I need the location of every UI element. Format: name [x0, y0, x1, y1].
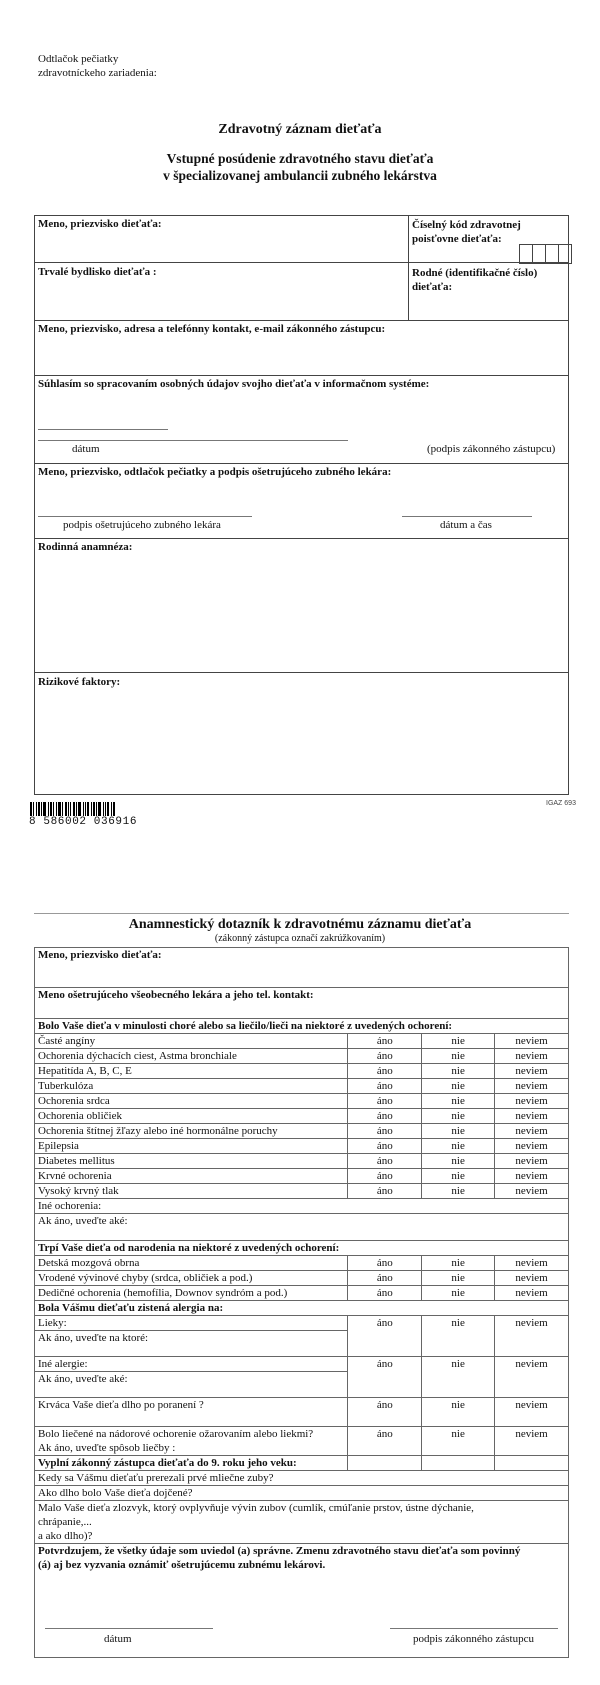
answer-yes[interactable]: áno	[348, 1271, 422, 1286]
q-signature-label: podpis zákonného zástupcu	[413, 1633, 534, 1645]
answer-unknown[interactable]: neviem	[495, 1094, 569, 1109]
answer-yes[interactable]: áno	[348, 1316, 422, 1357]
code-cell[interactable]	[519, 245, 532, 263]
q-signature-line[interactable]	[390, 1628, 558, 1629]
q-child-name[interactable]: Meno, priezvisko dieťaťa:	[35, 948, 569, 988]
illness-label: Diabetes mellitus	[35, 1154, 348, 1169]
answer-unknown[interactable]: neviem	[495, 1139, 569, 1154]
date-time-line[interactable]	[402, 516, 532, 517]
answer-yes[interactable]: áno	[348, 1398, 422, 1427]
divider	[34, 538, 569, 539]
questionnaire-grid	[34, 947, 569, 1658]
answer-unknown[interactable]: neviem	[495, 1169, 569, 1184]
breastfed[interactable]: Ako dlho bolo Vaše dieťa dojčené?	[35, 1486, 569, 1501]
form-code: IGAZ 693	[546, 800, 576, 807]
confirm-line1: Potvrdzujem, že všetky údaje som uviedol (a) správne. Zmenu zdravotného stavu dieťaťa som povinný	[38, 1545, 521, 1557]
first-teeth[interactable]: Kedy sa Vášmu dieťaťu prerezali prvé mliečne zuby?	[35, 1471, 569, 1486]
answer-no[interactable]: nie	[422, 1316, 495, 1357]
birth-number-label	[412, 266, 537, 294]
signature-line[interactable]	[38, 440, 348, 441]
date-time-label: dátum a čas	[440, 519, 492, 531]
answer-yes[interactable]: áno	[348, 1256, 422, 1271]
bleeding-label: Krváca Vaše dieťa dlho po poranení ?	[35, 1398, 348, 1427]
illness-label: Ochorenia dýchacích ciest, Astma bronchiale	[35, 1049, 348, 1064]
divider	[34, 463, 569, 464]
answer-yes[interactable]: áno	[348, 1049, 422, 1064]
illness-row	[35, 1094, 569, 1109]
illness-label: Tuberkulóza	[35, 1079, 348, 1094]
birth-row	[35, 1271, 569, 1286]
answer-yes[interactable]: áno	[348, 1124, 422, 1139]
code-cell[interactable]	[532, 245, 545, 263]
answer-no[interactable]: nie	[422, 1094, 495, 1109]
answer-unknown[interactable]: neviem	[495, 1124, 569, 1139]
illness-label: Časté angíny	[35, 1034, 348, 1049]
answer-no[interactable]: nie	[422, 1357, 495, 1398]
birth-number-line1: Rodné (identifikačné číslo)	[412, 267, 538, 279]
answer-yes[interactable]: áno	[348, 1064, 422, 1079]
form1-frame	[34, 215, 569, 795]
habits-line2: chrápanie,...	[38, 1516, 92, 1528]
stamp-line2: zdravotníckeho zariadenia:	[38, 67, 157, 79]
answer-unknown[interactable]: neviem	[495, 1357, 569, 1398]
bleeding-row	[35, 1398, 569, 1427]
answer-yes[interactable]: áno	[348, 1169, 422, 1184]
residence-label: Trvalé bydlisko dieťaťa :	[38, 266, 157, 278]
insurer-code-line1: Číselný kód zdravotnej	[412, 219, 521, 231]
other-allergies-label: Iné alergie:	[35, 1357, 347, 1372]
questionnaire-table	[34, 947, 569, 1658]
subtitle-line2: v špecializovanej ambulancii zubného lekárstva	[163, 168, 437, 183]
since-birth-header: Trpí Vaše dieťa od narodenia na niektoré z uvedených ochorení:	[35, 1241, 569, 1256]
birth-condition-label: Detská mozgová obrna	[35, 1256, 348, 1271]
insurer-code-line2: poisťovne dieťaťa:	[412, 233, 502, 245]
empty-cell	[495, 1456, 569, 1471]
consent-label: Súhlasím so spracovaním osobných údajov svojho dieťaťa v informačnom systéme:	[38, 378, 430, 390]
insurer-code-label	[412, 218, 521, 246]
answer-yes[interactable]: áno	[348, 1034, 422, 1049]
allergy-other-row	[35, 1357, 569, 1398]
guardian-label: Meno, priezvisko, adresa a telefónny kontakt, e-mail zákonného zástupcu:	[38, 323, 386, 335]
other-illness-which[interactable]: Ak áno, uveďte aké:	[35, 1214, 569, 1241]
q-past-illness-header: Bolo Vaše dieťa v minulosti choré alebo sa liečilo/lieči na niektoré z uvedených ochorení:	[35, 1019, 569, 1034]
answer-unknown[interactable]: neviem	[495, 1034, 569, 1049]
answer-no[interactable]: nie	[422, 1049, 495, 1064]
illness-label: Ochorenia srdca	[35, 1094, 348, 1109]
empty-cell	[422, 1456, 495, 1471]
illness-row	[35, 1109, 569, 1124]
other-illness[interactable]: Iné ochorenia:	[35, 1199, 569, 1214]
illness-row	[35, 1184, 569, 1199]
divider	[408, 215, 409, 320]
allergy-meds-cell	[35, 1316, 348, 1357]
answer-no[interactable]: nie	[422, 1256, 495, 1271]
illness-row	[35, 1154, 569, 1169]
illness-label: Krvné ochorenia	[35, 1169, 348, 1184]
q-date-line[interactable]	[45, 1628, 213, 1629]
illness-row	[35, 1139, 569, 1154]
answer-unknown[interactable]: neviem	[495, 1316, 569, 1357]
illness-row	[35, 1079, 569, 1094]
answer-no[interactable]: nie	[422, 1398, 495, 1427]
answer-unknown[interactable]: neviem	[495, 1427, 569, 1456]
dentist-label: Meno, priezvisko, odtlačok pečiatky a podpis ošetrujúceho zubného lekára:	[38, 466, 392, 478]
q-gp[interactable]: Meno ošetrujúceho všeobecného lekára a jeho tel. kontakt:	[35, 988, 569, 1019]
stamp-line1: Odtlačok pečiatky	[38, 53, 119, 65]
cancer-row	[35, 1427, 569, 1456]
answer-no[interactable]: nie	[422, 1169, 495, 1184]
answer-no[interactable]: nie	[422, 1034, 495, 1049]
answer-yes[interactable]: áno	[348, 1184, 422, 1199]
family-history-label: Rodinná anamnéza:	[38, 541, 133, 553]
habits-line1: Malo Vaše dieťa zlozvyk, ktorý ovplyvňuje vývin zubov (cumlík, cmúľanie prstov, ústne dýchanie,	[38, 1502, 474, 1514]
illness-label: Ochorenia obličiek	[35, 1109, 348, 1124]
answer-unknown[interactable]: neviem	[495, 1154, 569, 1169]
date-line[interactable]	[38, 429, 168, 430]
page-separator	[34, 913, 569, 914]
divider	[34, 262, 569, 263]
answer-unknown[interactable]: neviem	[495, 1184, 569, 1199]
allergy-header: Bola Vášmu dieťaťu zistená alergia na:	[35, 1301, 569, 1316]
answer-unknown[interactable]: neviem	[495, 1271, 569, 1286]
answer-unknown[interactable]: neviem	[495, 1109, 569, 1124]
illness-row	[35, 1124, 569, 1139]
birth-row	[35, 1256, 569, 1271]
dentist-signature-label: podpis ošetrujúceho zubného lekára	[63, 519, 221, 531]
divider	[34, 375, 569, 376]
under9-header: Vyplní zákonný zástupca dieťaťa do 9. roku jeho veku:	[35, 1456, 348, 1471]
answer-no[interactable]: nie	[422, 1079, 495, 1094]
answer-no[interactable]: nie	[422, 1124, 495, 1139]
illness-label: Hepatitída A, B, C, E	[35, 1064, 348, 1079]
illness-label: Epilepsia	[35, 1139, 348, 1154]
consent-date-label: dátum	[72, 443, 100, 455]
divider	[34, 320, 569, 321]
document-subtitle	[0, 150, 600, 184]
answer-no[interactable]: nie	[422, 1139, 495, 1154]
answer-no[interactable]: nie	[422, 1184, 495, 1199]
treatment-method[interactable]: Ak áno, uveďte spôsob liečby :	[38, 1442, 176, 1454]
illness-row	[35, 1064, 569, 1079]
answer-unknown[interactable]: neviem	[495, 1256, 569, 1271]
habits[interactable]	[35, 1501, 569, 1544]
insurer-code-input[interactable]	[519, 244, 572, 264]
answer-no[interactable]: nie	[422, 1286, 495, 1301]
q-date-label: dátum	[104, 1633, 132, 1645]
birth-row	[35, 1286, 569, 1301]
allergy-other-cell	[35, 1357, 348, 1398]
other-allergies-which[interactable]: Ak áno, uveďte aké:	[38, 1373, 128, 1385]
answer-yes[interactable]: áno	[348, 1139, 422, 1154]
habits-line3: a ako dlho)?	[38, 1530, 93, 1542]
answer-yes[interactable]: áno	[348, 1357, 422, 1398]
allergy-meds-row	[35, 1316, 569, 1357]
answer-yes[interactable]: áno	[348, 1094, 422, 1109]
birth-number-line2: dieťaťa:	[412, 281, 453, 293]
answer-unknown[interactable]: neviem	[495, 1064, 569, 1079]
code-cell[interactable]	[558, 245, 571, 263]
answer-unknown[interactable]: neviem	[495, 1079, 569, 1094]
answer-unknown[interactable]: neviem	[495, 1286, 569, 1301]
risk-factors-label: Rizikové faktory:	[38, 676, 121, 688]
stamp-label	[38, 52, 157, 80]
cancer-label: Bolo liečené na nádorové ochorenie ožarovaním alebo liekmi?	[38, 1428, 314, 1440]
answer-unknown[interactable]: neviem	[495, 1398, 569, 1427]
illness-label: Ochorenia štítnej žľazy alebo iné hormonálne poruchy	[35, 1124, 348, 1139]
answer-no[interactable]: nie	[422, 1109, 495, 1124]
answer-yes[interactable]: áno	[348, 1286, 422, 1301]
questionnaire-subtitle: (zákonný zástupca označí zakrúžkovaním)	[214, 933, 386, 944]
answer-yes[interactable]: áno	[348, 1109, 422, 1124]
illness-row	[35, 1169, 569, 1184]
birth-condition-label: Dedičné ochorenia (hemofília, Downov syndróm a pod.)	[35, 1286, 348, 1301]
consent-signature-label: (podpis zákonného zástupcu)	[427, 443, 556, 455]
answer-no[interactable]: nie	[422, 1154, 495, 1169]
barcode-number: 8 586002 036916	[29, 816, 138, 828]
cancer-cell	[35, 1427, 348, 1456]
child-name-label: Meno, priezvisko dieťaťa:	[38, 218, 162, 230]
questionnaire-title: Anamnestický dotazník k zdravotnému záznamu dieťaťa	[128, 917, 472, 932]
answer-no[interactable]: nie	[422, 1271, 495, 1286]
medicines-label: Lieky:	[35, 1316, 347, 1331]
confirmation-cell	[35, 1544, 569, 1658]
document-title: Zdravotný záznam dieťaťa	[218, 122, 382, 137]
code-cell[interactable]	[545, 245, 558, 263]
empty-cell	[348, 1456, 422, 1471]
medicines-which[interactable]: Ak áno, uveďte na ktoré:	[38, 1332, 149, 1344]
subtitle-line1: Vstupné posúdenie zdravotného stavu dieťaťa	[166, 151, 434, 166]
answer-no[interactable]: nie	[422, 1064, 495, 1079]
illness-label: Vysoký krvný tlak	[35, 1184, 348, 1199]
birth-condition-label: Vrodené vývinové chyby (srdca, obličiek a pod.)	[35, 1271, 348, 1286]
answer-unknown[interactable]: neviem	[495, 1049, 569, 1064]
illness-row	[35, 1034, 569, 1049]
answer-no[interactable]: nie	[422, 1427, 495, 1456]
dentist-signature-line[interactable]	[38, 516, 252, 517]
confirm-line2: (á) aj bez vyzvania oznámiť ošetrujúcemu zubnému lekárovi.	[38, 1559, 326, 1571]
answer-yes[interactable]: áno	[348, 1079, 422, 1094]
divider	[34, 672, 569, 673]
answer-yes[interactable]: áno	[348, 1427, 422, 1456]
illness-row	[35, 1049, 569, 1064]
answer-yes[interactable]: áno	[348, 1154, 422, 1169]
